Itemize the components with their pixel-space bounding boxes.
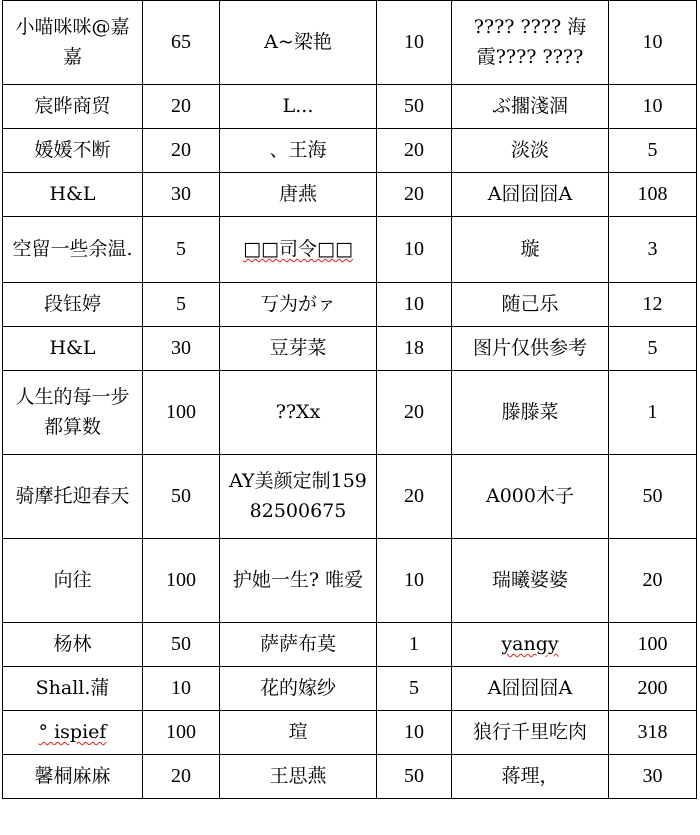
amount-text: 50 [171, 485, 191, 507]
amount-text: 10 [171, 677, 191, 699]
amount-cell [143, 217, 220, 283]
amount-text: 50 [404, 95, 424, 117]
table-row [3, 667, 697, 711]
amount-cell [609, 755, 697, 799]
donor-name-text: 馨桐麻麻 [34, 764, 111, 787]
amount-text: 100 [166, 721, 196, 743]
amount-cell [143, 371, 220, 455]
donor-name-cell [220, 455, 377, 539]
amount-text: 1 [409, 633, 419, 655]
table-row [3, 173, 697, 217]
amount-cell [609, 217, 697, 283]
amount-text: 18 [404, 337, 424, 359]
amount-text: 20 [642, 569, 663, 591]
donor-name-text: 王思燕 [269, 764, 327, 787]
donor-name-text: 瑞曦婆婆 [491, 568, 568, 591]
amount-cell [143, 455, 220, 539]
amount-cell [377, 327, 452, 371]
amount-text: 20 [171, 765, 191, 787]
donor-name-text: 瑄 [288, 720, 308, 743]
donor-name-cell [3, 755, 143, 799]
donor-name-cell [452, 755, 609, 799]
amount-cell [143, 85, 220, 129]
amount-cell [377, 371, 452, 455]
donor-name-text: 随己乐 [501, 292, 559, 315]
donor-name-cell [452, 217, 609, 283]
amount-text: 100 [166, 569, 196, 591]
donor-name-cell [3, 129, 143, 173]
amount-text: 50 [642, 485, 663, 507]
table-row [3, 623, 697, 667]
donor-name-cell [220, 1, 377, 85]
donor-name-cell [452, 623, 609, 667]
table-body [3, 1, 697, 799]
amount-cell [377, 1, 452, 85]
donor-name-text: A~梁艳 [264, 30, 332, 53]
amount-text: 10 [404, 721, 424, 743]
donor-name-text: ??Xx [275, 400, 321, 423]
donor-name-cell [3, 283, 143, 327]
amount-text: 30 [171, 183, 191, 205]
table-row [3, 85, 697, 129]
amount-text: 5 [176, 238, 186, 260]
donor-name-text: A000木子 [486, 484, 574, 507]
donor-name-text: 唐燕 [278, 182, 317, 205]
table-row [3, 283, 697, 327]
amount-text: 10 [642, 95, 663, 117]
donor-name-text: 萨萨布莫 [259, 632, 336, 655]
donor-name-cell [220, 711, 377, 755]
donor-name-cell [3, 1, 143, 85]
amount-cell [377, 711, 452, 755]
donor-name-cell [220, 755, 377, 799]
donor-name-cell [3, 539, 143, 623]
donor-name-text: 滕滕菜 [501, 400, 559, 423]
amount-cell [377, 173, 452, 217]
donor-name-cell [452, 129, 609, 173]
amount-text: 5 [647, 139, 658, 161]
amount-text: 318 [637, 721, 668, 743]
donor-name-text: 璇 [520, 237, 540, 260]
amount-cell [609, 283, 697, 327]
donor-name-cell [220, 283, 377, 327]
donor-name-cell [3, 327, 143, 371]
amount-cell [143, 173, 220, 217]
amount-text: 50 [171, 633, 191, 655]
amount-cell [143, 327, 220, 371]
table-row [3, 755, 697, 799]
table-row [3, 129, 697, 173]
amount-cell [143, 711, 220, 755]
donor-name-text: □□司令□□ [243, 237, 353, 260]
donor-name-cell [452, 85, 609, 129]
amount-text: 20 [404, 485, 424, 507]
donor-name-cell [3, 217, 143, 283]
amount-cell [143, 129, 220, 173]
donor-name-cell [220, 217, 377, 283]
donor-name-text: H&L [49, 336, 96, 359]
table-row [3, 327, 697, 371]
donor-name-cell [220, 85, 377, 129]
amount-cell [143, 1, 220, 85]
amount-text: 30 [642, 765, 663, 787]
amount-cell [377, 217, 452, 283]
amount-text: 5 [176, 293, 186, 315]
amount-cell [377, 455, 452, 539]
amount-text: 200 [637, 677, 668, 699]
donor-name-cell [452, 283, 609, 327]
donor-name-cell [3, 371, 143, 455]
donor-name-cell [220, 327, 377, 371]
donor-name-text: 人生的每一步都算数 [15, 386, 130, 438]
donor-name-text: 丂为がァ [259, 292, 336, 315]
donor-name-cell [452, 327, 609, 371]
donor-name-text: 花的嫁纱 [259, 676, 336, 699]
donor-name-text: 蒋理， [501, 764, 559, 787]
amount-text: 30 [171, 337, 191, 359]
table-row [3, 455, 697, 539]
donor-name-cell [452, 539, 609, 623]
amount-cell [377, 623, 452, 667]
amount-cell [609, 371, 697, 455]
donor-name-text: L... [282, 94, 314, 117]
amount-text: 100 [166, 401, 196, 423]
amount-cell [609, 85, 697, 129]
amount-cell [609, 667, 697, 711]
amount-cell [609, 129, 697, 173]
donor-name-cell [3, 711, 143, 755]
donor-name-text: 小喵咪咪@嘉嘉 [15, 16, 130, 68]
donor-name-cell [220, 623, 377, 667]
amount-cell [143, 623, 220, 667]
donor-name-text: 护她一生? 唯爱 [232, 568, 364, 591]
donor-name-text: 向往 [53, 568, 92, 591]
donor-name-text: 狼行千里吃肉 [472, 720, 587, 743]
amount-text: 1 [647, 401, 658, 423]
amount-text: 12 [642, 293, 663, 315]
amount-text: 5 [647, 337, 658, 359]
amount-cell [377, 539, 452, 623]
donor-name-text: 段钰婷 [43, 292, 101, 315]
donor-name-text: AY美颜定制15982500675 [229, 470, 367, 522]
amount-cell [609, 539, 697, 623]
amount-text: 100 [637, 633, 668, 655]
amount-cell [377, 129, 452, 173]
table-row [3, 1, 697, 85]
donor-name-text: 图片仅供参考 [472, 336, 587, 359]
amount-cell [377, 85, 452, 129]
donor-name-cell [3, 173, 143, 217]
donor-name-text: ???? ???? 海霞???? ???? [473, 16, 587, 68]
amount-text: 20 [171, 139, 191, 161]
amount-text: 10 [404, 293, 424, 315]
amount-cell [609, 711, 697, 755]
donor-name-cell [220, 129, 377, 173]
table-row [3, 217, 697, 283]
donor-name-cell [452, 455, 609, 539]
donor-name-text: 淡淡 [510, 138, 549, 161]
amount-cell [143, 539, 220, 623]
amount-cell [377, 755, 452, 799]
donor-name-text: A囧囧囧A [487, 676, 573, 699]
donor-name-text: yangy [501, 632, 559, 655]
table-row [3, 371, 697, 455]
donor-name-cell [452, 667, 609, 711]
amount-text: 20 [404, 183, 424, 205]
amount-cell [609, 455, 697, 539]
amount-text: 50 [404, 765, 424, 787]
amount-cell [609, 173, 697, 217]
amount-text: 10 [404, 31, 424, 53]
donor-name-text: ぶ擱淺涸 [491, 94, 568, 117]
amount-text: 5 [409, 677, 419, 699]
amount-text: 10 [404, 238, 424, 260]
amount-text: 10 [404, 569, 424, 591]
donation-table [2, 0, 697, 799]
table-row [3, 539, 697, 623]
amount-text: 20 [404, 139, 424, 161]
donor-name-cell [452, 711, 609, 755]
donor-name-cell [452, 371, 609, 455]
donor-name-cell [3, 85, 143, 129]
donor-name-cell [452, 173, 609, 217]
donor-name-cell [452, 1, 609, 85]
donor-name-text: H&L [49, 182, 96, 205]
amount-text: 20 [404, 401, 424, 423]
amount-text: 20 [171, 95, 191, 117]
donor-name-text: Shall.蒲 [35, 676, 110, 699]
donor-name-text: A囧囧囧A [487, 182, 573, 205]
donor-name-cell [220, 539, 377, 623]
amount-cell [609, 623, 697, 667]
donor-name-text: ° ispief [38, 720, 107, 743]
donor-name-text: 杨林 [53, 632, 92, 655]
donor-name-text: 宸晔商贸 [34, 94, 111, 117]
amount-cell [377, 667, 452, 711]
amount-cell [143, 755, 220, 799]
amount-cell [609, 1, 697, 85]
donor-name-text: 媛媛不断 [34, 138, 111, 161]
donor-name-cell [3, 667, 143, 711]
donor-name-cell [220, 173, 377, 217]
donor-name-text: 空留一些余温. [12, 237, 133, 260]
amount-cell [377, 283, 452, 327]
amount-text: 3 [647, 238, 658, 260]
donor-name-cell [220, 667, 377, 711]
donor-name-text: 骑摩托迎春天 [15, 484, 130, 507]
donor-name-text: 豆芽菜 [269, 336, 327, 359]
donor-name-cell [3, 623, 143, 667]
table-row [3, 711, 697, 755]
amount-text: 108 [637, 183, 668, 205]
donor-name-text: 、王海 [269, 138, 327, 161]
amount-cell [143, 667, 220, 711]
amount-text: 65 [171, 31, 191, 53]
amount-text: 10 [642, 31, 663, 53]
donor-name-cell [3, 455, 143, 539]
amount-cell [609, 327, 697, 371]
donor-name-cell [220, 371, 377, 455]
amount-cell [143, 283, 220, 327]
